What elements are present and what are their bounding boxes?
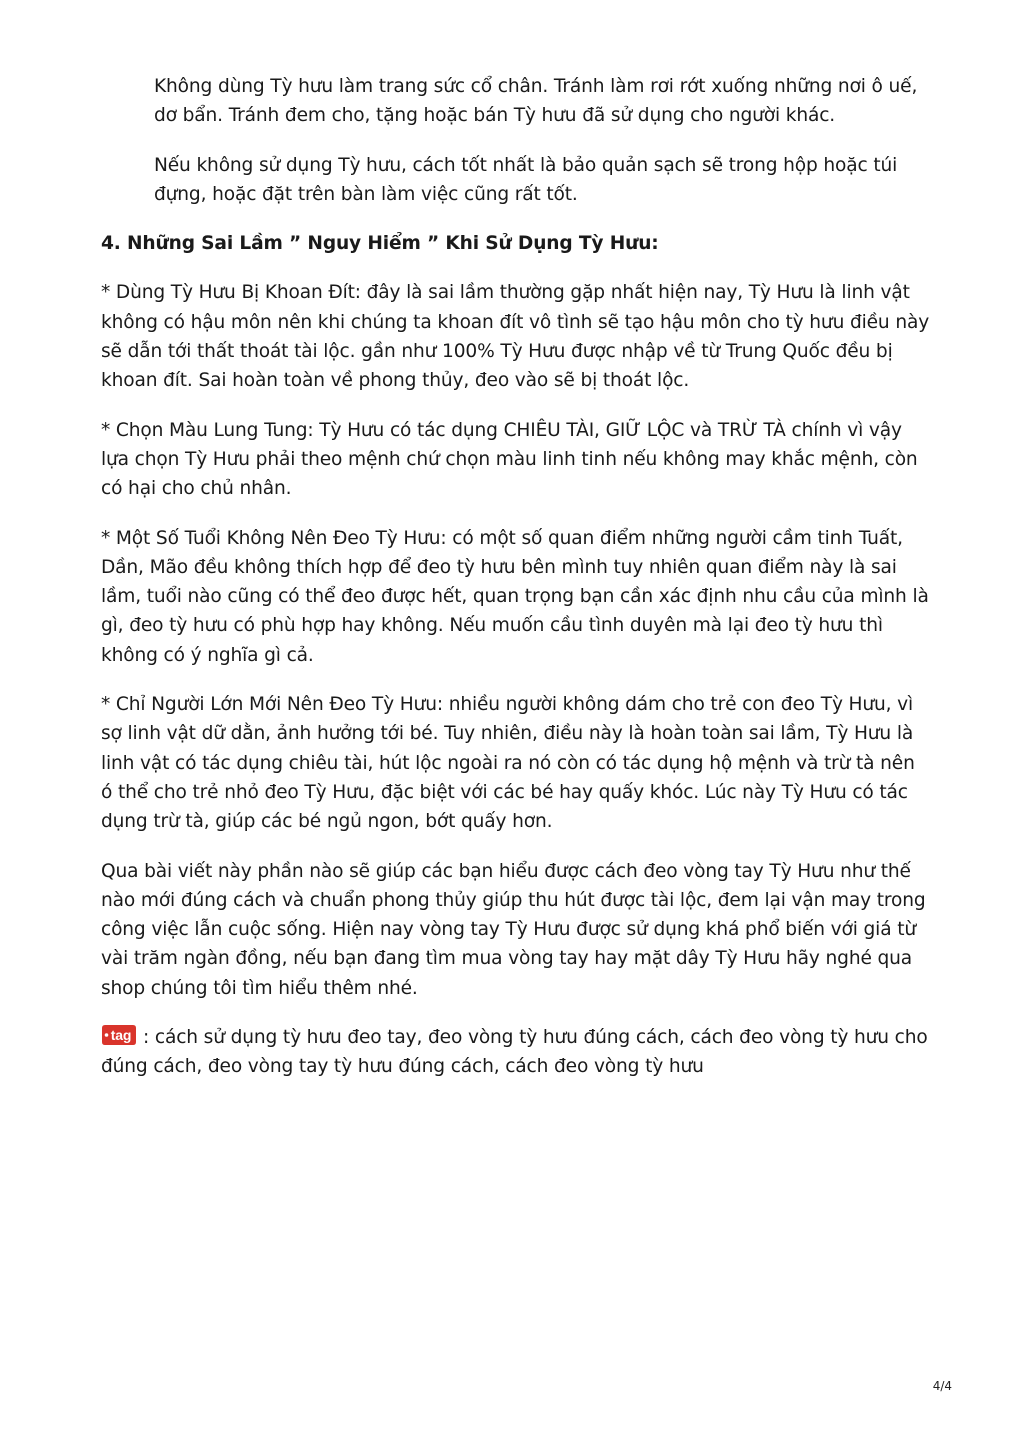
tag-icon-label: tag <box>110 1027 132 1044</box>
paragraph-storage-tip: Nếu không sử dụng Tỳ hưu, cách tốt nhất là bảo quản sạch sẽ trong hộp hoặc túi đựng, hoặc đặt trên bàn làm việc cũng rất tốt. <box>154 154 898 205</box>
paragraph-age-mistake: * Một Số Tuổi Không Nên Đeo Tỳ Hưu: có một số quan điểm những người cầm tinh Tuất, Dần, Mão đều không thích hợp để đeo tỳ hưu bên mình tuy nhiên quan điểm này là sai lầm, tuổi nào cũng có thể đeo được hết, quan trọng bạn cần xác định nhu cầu của mình là gì, đeo tỳ hưu có phù hợp hay không. Nếu muốn cầu tình duyên mà lại đeo tỳ hưu thì không có ý nghĩa gì cả. <box>101 527 929 666</box>
paragraph-anklet-warning: Không dùng Tỳ hưu làm trang sức cổ chân. Tránh làm rơi rớt xuống những nơi ô uế, dơ bẩn. Tránh đem cho, tặng hoặc bán Tỳ hưu đã sử dụng cho người khác. <box>154 76 918 127</box>
paragraph-conclusion: Qua bài viết này phần nào sẽ giúp các bạn hiểu được cách đeo vòng tay Tỳ Hưu như thế nào mới đúng cách và chuẩn phong thủy giúp thu hút được tài lộc, đem lại vận may trong công việc lẫn cuộc sống. Hiện nay vòng tay Tỳ Hưu được sử dụng khá phổ biến với giá từ vài trăm ngàn đồng, nếu bạn đang tìm mua vòng tay hay mặt dây Tỳ Hưu hãy nghé qua shop chúng tôi tìm hiểu thêm nhé. <box>101 860 926 999</box>
article-body <box>101 72 931 1102</box>
tags-line <box>101 1023 931 1082</box>
paragraph-color-mistake: * Chọn Màu Lung Tung: Tỳ Hưu có tác dụng CHIÊU TÀI, GIỮ LỘC và TRỪ TÀ chính vì vậy lựa chọn Tỳ Hưu phải theo mệnh chứ chọn màu linh tinh nếu không may khắc mệnh, còn có hại cho chủ nhân. <box>101 419 918 500</box>
paragraph-adults-mistake: * Chỉ Người Lớn Mới Nên Đeo Tỳ Hưu: nhiều người không dám cho trẻ con đeo Tỳ Hưu, vì sợ linh vật dữ dằn, ảnh hưởng tới bé. Tuy nhiên, điều này là hoàn toàn sai lầm, Tỳ Hưu là linh vật có tác dụng chiêu tài, hút lộc ngoài ra nó còn có tác dụng hộ mệnh và trừ tà nên ó thể cho trẻ nhỏ đeo Tỳ Hưu, đặc biệt với các bé hay quấy khóc. Lúc này Tỳ Hưu có tác dụng trừ tà, giúp các bé ngủ ngon, bớt quấy hơn. <box>101 694 915 833</box>
page-number: 4/4 <box>932 1379 952 1393</box>
tag-icon <box>101 1023 137 1047</box>
section-heading: 4. Những Sai Lầm ” Nguy Hiểm ” Khi Sử Dụng Tỳ Hưu: <box>101 233 659 255</box>
tags-text: : cách sử dụng tỳ hưu đeo tay, đeo vòng tỳ hưu đúng cách, cách đeo vòng tỳ hưu cho đúng cách, đeo vòng tay tỳ hưu đúng cách, cách đeo vòng tỳ hưu <box>101 1027 928 1078</box>
paragraph-drilled-mistake: * Dùng Tỳ Hưu Bị Khoan Đít: đây là sai lầm thường gặp nhất hiện nay, Tỳ Hưu là linh vật không có hậu môn nên khi chúng ta khoan đít vô tình sẽ tạo hậu môn cho tỳ hưu điều này sẽ dẫn tới thất thoát tài lộc. gần như 100% Tỳ Hưu được nhập về từ Trung Quốc đều bị khoan đít. Sai hoàn toàn về phong thủy, đeo vào sẽ bị thoát lộc. <box>101 282 930 392</box>
